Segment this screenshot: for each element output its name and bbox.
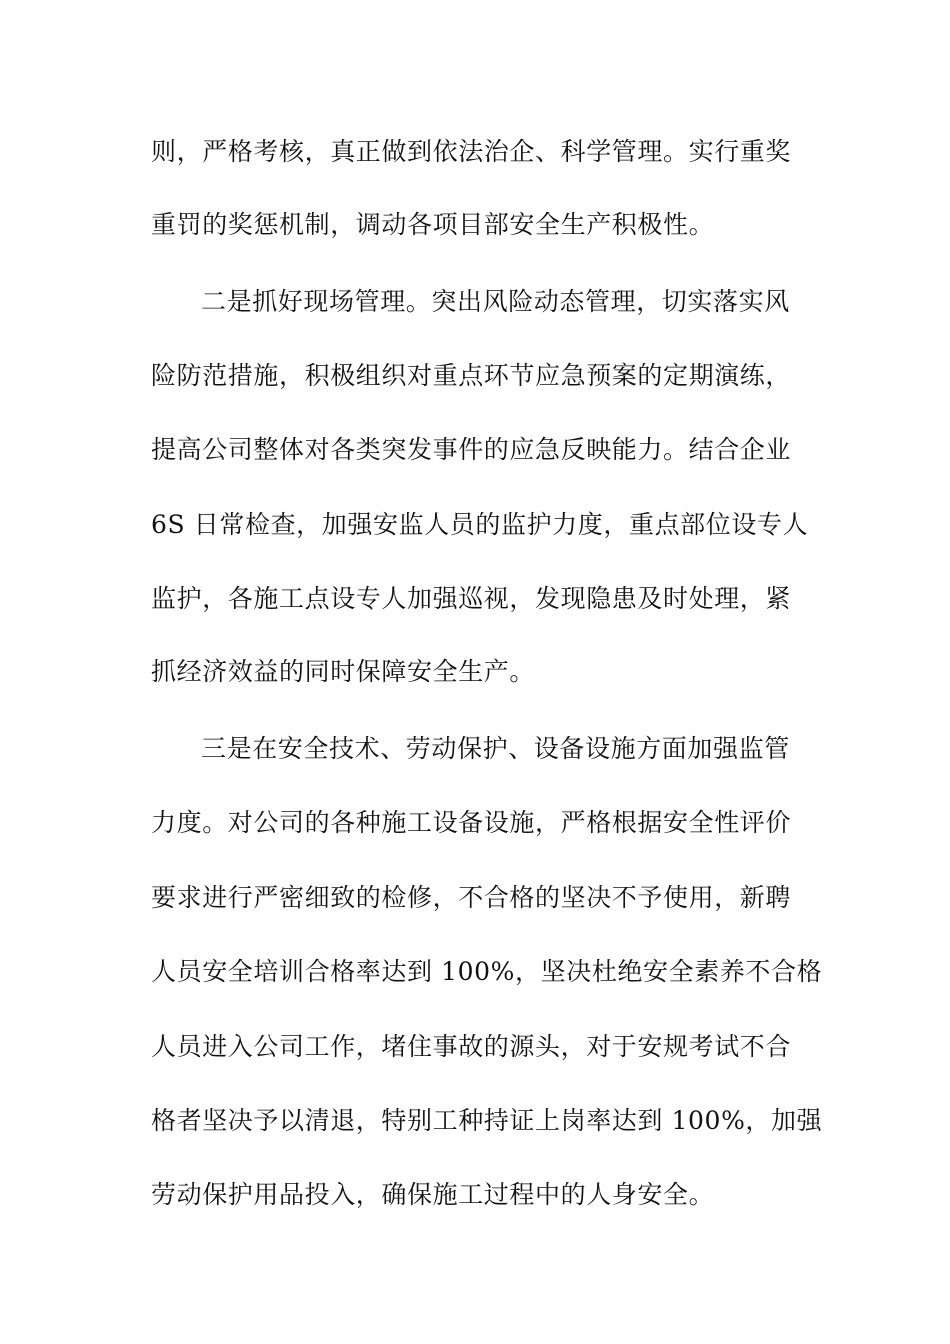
text-line: 劳动保护用品投入，确保施工过程中的人身安全。 xyxy=(151,1180,715,1209)
text-line: 6S 日常检查，加强安监人员的监护力度，重点部位设专人 xyxy=(151,510,809,539)
text-line: 监护，各施工点设专人加强巡视，发现隐患及时处理，紧 xyxy=(151,584,792,613)
text-line: 格者坚决予以清退，特别工种持证上岗率达到 100%，加强 xyxy=(151,1106,823,1135)
text-line: 则，严格考核，真正做到依法治企、科学管理。实行重奖 xyxy=(151,137,792,166)
text-line: 人员安全培训合格率达到 100%，坚决杜绝安全素养不合格 xyxy=(151,957,823,986)
paragraph-start-line: 二是抓好现场管理。突出风险动态管理，切实落实风 xyxy=(201,287,790,316)
text-line: 抓经济效益的同时保障安全生产。 xyxy=(151,657,536,686)
paragraph-start-line: 三是在安全技术、劳动保护、设备设施方面加强监管 xyxy=(201,734,790,763)
text-line: 力度。对公司的各种施工设备设施，严格根据安全性评价 xyxy=(151,808,792,837)
text-line: 险防范措施，积极组织对重点环节应急预案的定期演练， xyxy=(151,361,792,390)
text-line: 重罚的奖惩机制，调动各项目部安全生产积极性。 xyxy=(151,210,715,239)
text-line: 要求进行严密细致的检修，不合格的坚决不予使用，新聘 xyxy=(151,883,792,912)
text-line: 提高公司整体对各类突发事件的应急反映能力。结合企业 xyxy=(151,435,792,464)
text-line: 人员进入公司工作，堵住事故的源头，对于安规考试不合 xyxy=(151,1032,792,1061)
